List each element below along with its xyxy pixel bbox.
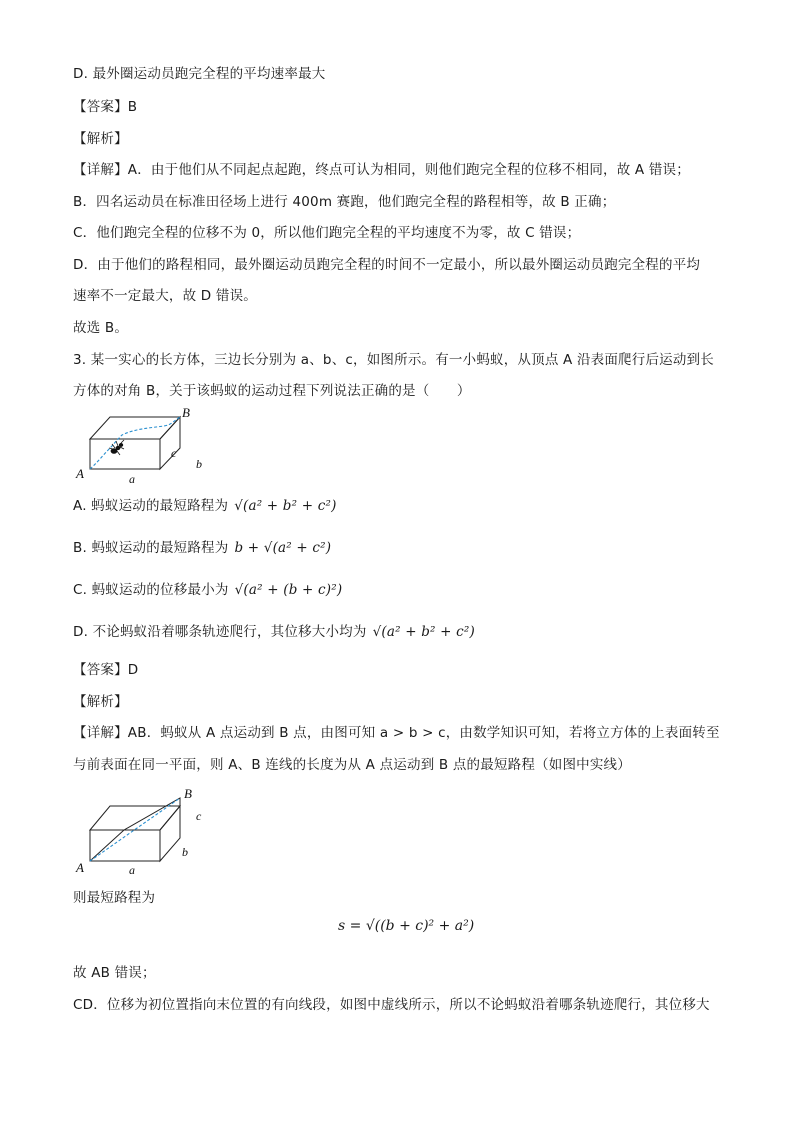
edge-b-label-2: b xyxy=(182,845,188,859)
cuboid-shortest-path-figure xyxy=(74,784,224,878)
q3-option-b xyxy=(73,538,331,558)
q3-shortest-intro: 则最短路程为 xyxy=(73,890,156,906)
q2-analysis-title: 【解析】 xyxy=(73,131,128,147)
q3-option-c-formula: √(a² + (b + c)²) xyxy=(234,582,343,598)
q2-option-d: D. 最外圈运动员跑完全程的平均速率最大 xyxy=(73,66,326,82)
q3-stem-line2: 方体的对角 B，关于该蚂蚁的运动过程下列说法正确的是（ ） xyxy=(73,383,471,399)
q2-answer: 【答案】B xyxy=(73,99,138,115)
q2-detail-c: C．他们跑完全程的位移不为 0，所以他们跑完全程的平均速度不为零，故 C 错误； xyxy=(73,225,581,241)
edge-c-label-2: c xyxy=(196,809,202,823)
vertex-a-label: A xyxy=(76,466,84,481)
q3-option-c xyxy=(73,580,342,600)
edge-c-label: c xyxy=(171,446,177,460)
q2-detail-b: B．四名运动员在标准田径场上进行 400m 赛跑，他们跑完全程的路程相等，故 B 正确； xyxy=(73,194,616,210)
vertex-b-label: B xyxy=(182,405,190,420)
q3-analysis-title: 【解析】 xyxy=(73,694,128,710)
q3-option-a-text: A. 蚂蚁运动的最短路程为 xyxy=(73,498,229,514)
q2-detail-d-line1: D．由于他们的路程相同，最外圈运动员跑完全程的时间不一定最小，所以最外圈运动员跑完全程的平均 xyxy=(73,257,701,273)
q3-shortest-formula: s = √((b + c)² + a²) xyxy=(338,918,475,934)
q2-detail-a: 【详解】A．由于他们从不同起点起跑，终点可认为相同，则他们跑完全程的位移不相同，故 A 错误； xyxy=(73,162,690,178)
edge-a-label-2: a xyxy=(129,863,135,877)
edge-a-label: a xyxy=(129,472,135,486)
q3-detail-ab-line2: 与前表面在同一平面，则 A、B 连线的长度为从 A 点运动到 B 点的最短路程（如图中实线） xyxy=(73,757,631,773)
q2-conclusion: 故选 B。 xyxy=(73,320,129,336)
vertex-b-label-2: B xyxy=(184,786,192,801)
vertex-a-label-2: A xyxy=(76,860,84,875)
q3-detail-ab-line1: 【详解】AB．蚂蚁从 A 点运动到 B 点，由图可知 a > b > c，由数学知识可知，若将立方体的上表面转至 xyxy=(73,725,720,741)
q3-stem-line1: 3. 某一实心的长方体，三边长分别为 a、b、c，如图所示。有一小蚂蚁，从顶点 A 沿表面爬行后运动到长 xyxy=(73,352,714,368)
q3-answer: 【答案】D xyxy=(73,662,139,678)
q3-ab-wrong: 故 AB 错误； xyxy=(73,965,156,981)
q3-option-d-formula: √(a² + b² + c²) xyxy=(372,624,475,640)
edge-b-label: b xyxy=(196,457,202,471)
q3-option-d xyxy=(73,622,475,642)
q3-option-b-text: B. 蚂蚁运动的最短路程为 xyxy=(73,540,229,556)
q2-detail-d-line2: 速率不一定最大，故 D 错误。 xyxy=(73,288,257,304)
cuboid-ant-path-figure xyxy=(74,404,224,486)
q3-detail-cd: CD．位移为初位置指向末位置的有向线段，如图中虚线所示，所以不论蚂蚁沿着哪条轨迹爬行，其位移大 xyxy=(73,997,710,1013)
q3-option-a-formula: √(a² + b² + c²) xyxy=(234,498,337,514)
q3-option-a xyxy=(73,496,337,516)
q3-option-d-text: D. 不论蚂蚁沿着哪条轨迹爬行，其位移大小均为 xyxy=(73,624,367,640)
q3-option-c-text: C. 蚂蚁运动的位移最小为 xyxy=(73,582,229,598)
q3-option-b-formula: b + √(a² + c²) xyxy=(234,540,332,556)
